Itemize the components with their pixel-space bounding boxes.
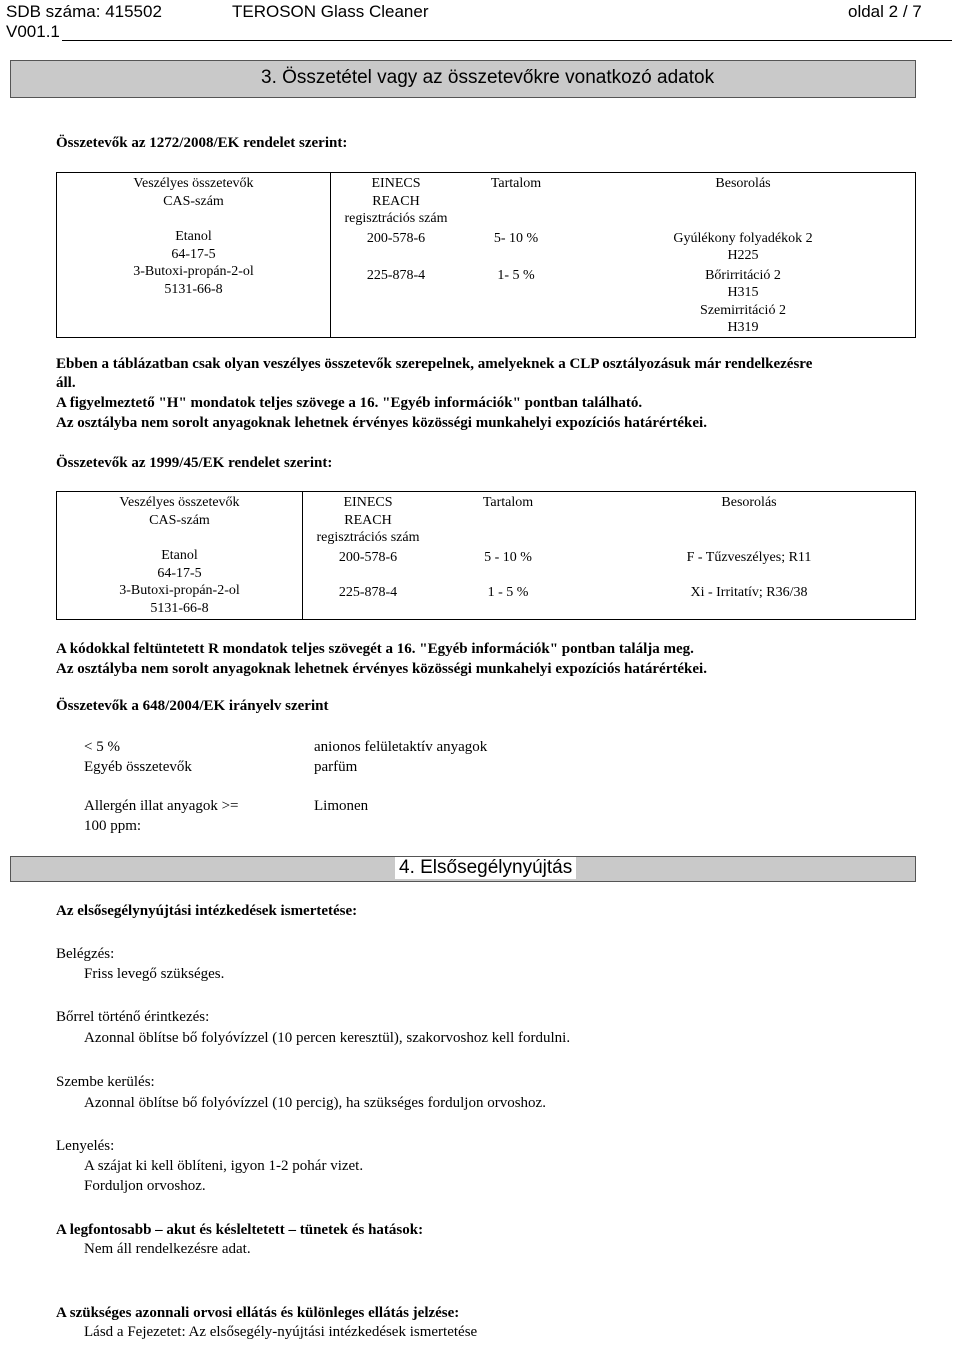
note-line: Az osztályba nem sorolt anyagoknak lehetnek érvényes közösségi munkahelyi expozíciós határértékei.: [56, 661, 707, 677]
component-cas: 64-17-5: [171, 246, 216, 262]
ingestion-text: Forduljon orvoshoz.: [84, 1178, 206, 1194]
component-name: 3-Butoxi-propán-2-ol: [133, 264, 254, 279]
detergent-left: 100 ppm:: [84, 818, 142, 834]
detergent-right: parfüm: [314, 759, 358, 775]
detergent-left: Allergén illat anyagok >=: [84, 798, 239, 814]
col-reg-number: regisztrációs szám: [316, 530, 420, 545]
col-content: Tartalom: [482, 495, 534, 510]
data-cell: [303, 492, 916, 620]
section4-title: 4. Elsősegélynyújtás: [395, 857, 576, 879]
col-classification: Besorolás: [721, 495, 777, 510]
hazard-code: H315: [727, 285, 759, 300]
component-name: Etanol: [161, 548, 198, 563]
components-cell: [57, 492, 303, 620]
page-number: oldal 2 / 7: [848, 2, 922, 21]
subtitle-1272: Összetevők az 1272/2008/EK rendelet szerint:: [56, 135, 348, 151]
first-aid-subtitle: Az elsősegélynyújtási intézkedések ismertetése:: [56, 903, 358, 919]
detergent-left: Egyéb összetevők: [84, 759, 192, 775]
inhalation-text: Friss levegő szükséges.: [84, 966, 225, 982]
col-classification: Besorolás: [715, 176, 771, 191]
dpd-table: [56, 491, 916, 620]
skin-contact-text: Azonnal öblítse bő folyóvízzel (10 percen keresztül), szakorvoshoz kell fordulni.: [84, 1030, 571, 1046]
col-einecs: EINECS: [343, 495, 393, 510]
data-cell: [331, 173, 916, 338]
content-value: 1 - 5 %: [487, 585, 529, 600]
ingestion-label: Lenyelés:: [56, 1138, 115, 1154]
classification-value: Gyúlékony folyadékok 2: [673, 230, 813, 246]
product-name: TEROSON Glass Cleaner: [232, 2, 429, 21]
classification-value: Xi - Irritatív; R36/38: [690, 585, 808, 600]
component-name: Etanol: [175, 229, 212, 244]
einecs-value: 200-578-6: [338, 549, 398, 565]
components-cell: [57, 173, 331, 338]
sdb-number: SDB száma: 415502: [6, 2, 162, 21]
header-rule: [62, 40, 952, 41]
clp-table: [56, 172, 916, 338]
skin-contact-label: Bőrrel történő érintkezés:: [56, 1009, 210, 1025]
component-cas: 5131-66-8: [164, 281, 223, 297]
classification-value: Szemirritáció 2: [700, 302, 786, 318]
hazard-code: H319: [727, 320, 759, 335]
content-value: 5 - 10 %: [484, 549, 532, 565]
version: V001.1: [6, 22, 60, 41]
content-value: 5- 10 %: [493, 230, 539, 246]
component-cas: 5131-66-8: [150, 600, 209, 616]
classification-value: Bőrirritáció 2: [705, 267, 781, 283]
note-line: Az osztályba nem sorolt anyagoknak lehetnek érvényes közösségi munkahelyi expozíciós határértékei.: [56, 415, 707, 431]
content-value: 1- 5 %: [497, 267, 535, 283]
col-cas: CAS-szám: [163, 193, 224, 209]
subtitle-648: Összetevők a 648/2004/EK irányelv szerint: [56, 698, 329, 714]
symptoms-title: A legfontosabb – akut és késleltetett – tünetek és hatások:: [56, 1222, 424, 1238]
subtitle-1999: Összetevők az 1999/45/EK rendelet szerint:: [56, 455, 333, 471]
col-reach: REACH: [344, 512, 392, 528]
col-content: Tartalom: [490, 176, 542, 191]
col-einecs: EINECS: [371, 176, 421, 191]
col-reg-number: regisztrációs szám: [344, 211, 448, 226]
eye-contact-text: Azonnal öblítse bő folyóvízzel (10 percig), ha szükséges forduljon orvoshoz.: [84, 1095, 546, 1111]
detergent-left: < 5 %: [84, 739, 120, 755]
detergent-right: anionos felületaktív anyagok: [314, 739, 488, 755]
col-cas: CAS-szám: [149, 512, 210, 528]
note-line: A kódokkal feltüntetett R mondatok teljes szövegét a 16. "Egyéb információk" pontban találja meg.: [56, 641, 694, 657]
col-reach: REACH: [372, 193, 420, 209]
eye-contact-label: Szembe kerülés:: [56, 1074, 155, 1090]
ingestion-text: A szájat ki kell öblíteni, igyon 1-2 pohár vizet.: [84, 1158, 364, 1174]
detergent-right: Limonen: [314, 798, 369, 814]
medical-text: Lásd a Fejezetet: Az elsősegély-nyújtási intézkedések ismertetése: [84, 1324, 478, 1340]
einecs-value: 225-878-4: [338, 585, 398, 600]
medical-title: A szükséges azonnali orvosi ellátás és különleges ellátás jelzése:: [56, 1305, 460, 1321]
component-name: 3-Butoxi-propán-2-ol: [119, 583, 240, 598]
note-line: áll.: [56, 375, 76, 391]
symptoms-text: Nem áll rendelkezésre adat.: [84, 1241, 251, 1257]
col-components: Veszélyes összetevők: [119, 495, 240, 510]
hazard-code: H225: [727, 248, 759, 263]
einecs-value: 225-878-4: [366, 267, 426, 283]
einecs-value: 200-578-6: [366, 230, 426, 246]
section3-title: 3. Összetétel vagy az összetevőkre vonatkozó adatok: [261, 67, 715, 88]
section3-bar: [10, 60, 916, 98]
inhalation-label: Belégzés:: [56, 946, 115, 962]
component-cas: 64-17-5: [157, 565, 202, 581]
note-line: Ebben a táblázatban csak olyan veszélyes összetevők szerepelnek, amelyeknek a CLP osztályozásuk már rendelkezésre: [56, 356, 813, 372]
note-line: A figyelmeztető "H" mondatok teljes szövege a 16. "Egyéb információk" pontban található.: [56, 395, 643, 411]
col-components: Veszélyes összetevők: [133, 176, 254, 191]
classification-value: F - Tűzveszélyes; R11: [686, 549, 812, 565]
